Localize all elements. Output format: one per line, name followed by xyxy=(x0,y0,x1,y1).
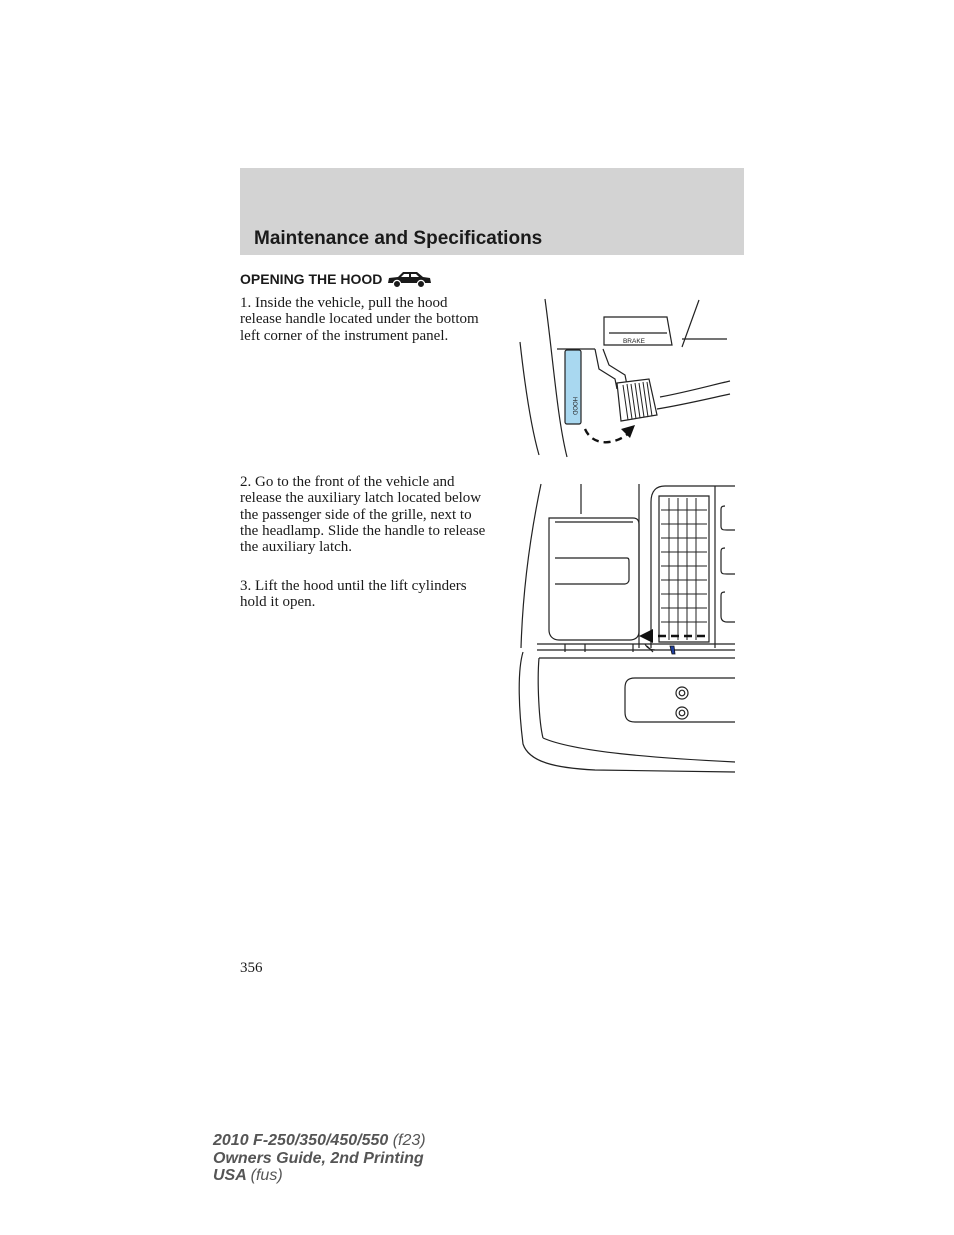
footer-market: USA xyxy=(213,1167,247,1184)
brake-pedal xyxy=(617,379,657,421)
document-footer xyxy=(213,1132,426,1185)
footer-line-3 xyxy=(213,1167,426,1185)
section-title: Maintenance and Specifications xyxy=(254,228,543,249)
article-title: OPENING THE HOOD xyxy=(240,271,383,287)
step-3-text: 3. Lift the hood until the lift cylinders hold it open. xyxy=(240,578,467,611)
car-hood-icon xyxy=(386,269,432,289)
page-number: 356 xyxy=(240,960,263,976)
hood-handle-label: HOOD xyxy=(571,397,577,415)
article-heading xyxy=(240,268,432,290)
footer-line-1 xyxy=(213,1132,426,1150)
brake-label: BRAKE xyxy=(622,338,646,345)
hood-release-illustration xyxy=(517,297,733,458)
step-1-text: 1. Inside the vehicle, pull the hood release handle located under the bottom left corner of the instrument panel. xyxy=(240,295,479,344)
footer-market-code: (fus) xyxy=(250,1167,283,1184)
auxiliary-latch-illustration xyxy=(515,482,737,774)
footer-line-2: Owners Guide, 2nd Printing xyxy=(213,1149,424,1167)
step-2-text: 2. Go to the front of the vehicle and release the auxiliary latch located below the passenger side of the grille, next to the headlamp. Slide the handle to release the auxiliary latch. xyxy=(240,474,486,556)
footer-model: 2010 F-250/350/450/550 xyxy=(213,1132,389,1149)
auxiliary-latch-handle xyxy=(670,646,675,654)
pull-direction-arrow xyxy=(585,429,629,442)
footer-model-code: (f23) xyxy=(392,1132,426,1149)
